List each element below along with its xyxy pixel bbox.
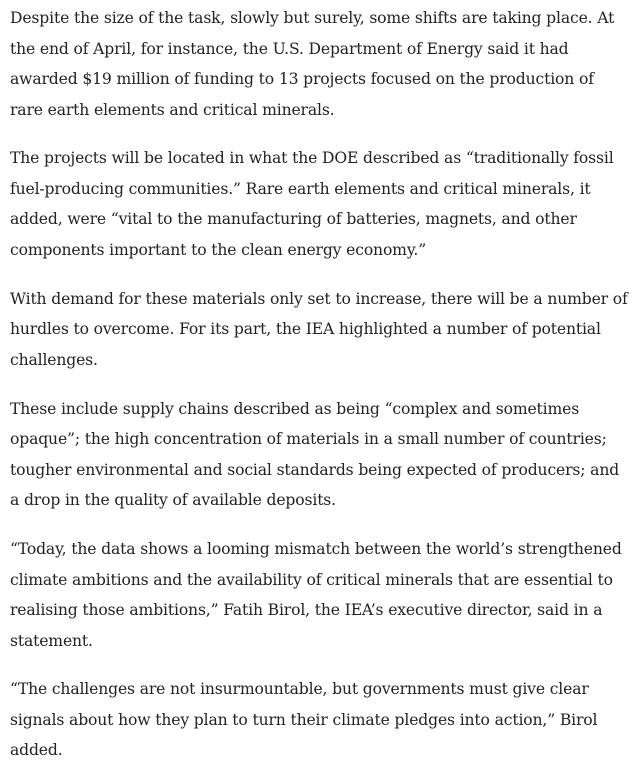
paragraph-birol-closing-quote: “The challenges are not insurmountable, but governments must give clear signals about how they plan to turn their climate pledges into action,” Birol added. bbox=[10, 680, 598, 760]
paragraph-birol-quote: “Today, the data shows a looming mismatch between the world’s strengthened climate ambitions and the availability of critical minerals that are essential to realising those ambitions,” Fatih Birol, the IEA’s executive director, said in a statement. bbox=[10, 540, 622, 650]
paragraph-doe-funding: Despite the size of the task, slowly but surely, some shifts are taking place. At the end of April, for instance, the U.S. Department of Energy said it had awarded $19 million of funding to 13 projects focused on the production of rare earth elements and critical minerals. bbox=[10, 9, 615, 119]
paragraph-supply-challenges: These include supply chains described as being “complex and sometimes opaque”; the high concentration of materials in a small number of countries; tougher environmental and social standards being expected of producers; and a drop in the quality of available deposits. bbox=[10, 399, 620, 510]
paragraph-project-locations: The projects will be located in what the DOE described as “traditionally fossil fuel-producing communities.” Rare earth elements and critical minerals, it added, were “vital to the manufacturing of batteries, magnets, and other components important to the clean energy economy.” bbox=[10, 149, 614, 259]
paragraph-demand-hurdles: With demand for these materials only set to increase, there will be a number of hurdles to overcome. For its part, the IEA highlighted a number of potential challenges. bbox=[10, 289, 628, 369]
article-body bbox=[10, 3, 628, 766]
